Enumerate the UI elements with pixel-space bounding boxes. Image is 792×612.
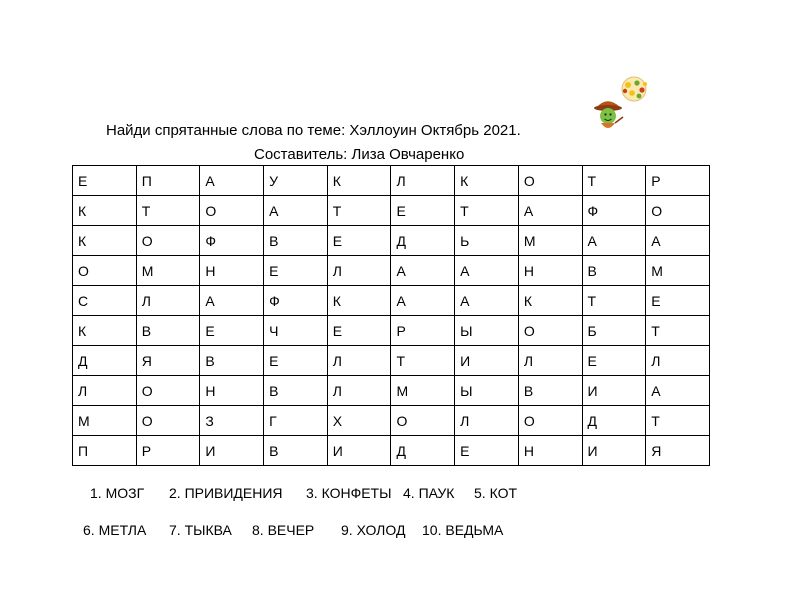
grid-cell: К (518, 286, 582, 316)
grid-cell: Л (136, 286, 200, 316)
grid-cell: Е (200, 316, 264, 346)
grid-cell: К (327, 286, 391, 316)
grid-cell: А (264, 196, 328, 226)
grid-cell: Е (582, 346, 646, 376)
grid-cell: Т (646, 406, 710, 436)
author-line: Составитель: Лиза Овчаренко (254, 146, 465, 163)
grid-cell: Д (391, 436, 455, 466)
grid-cell: А (455, 286, 519, 316)
grid-cell: И (200, 436, 264, 466)
grid-cell: И (582, 376, 646, 406)
grid-row (73, 256, 710, 286)
grid-cell: К (73, 226, 137, 256)
grid-cell: О (136, 376, 200, 406)
grid-cell: Ы (455, 316, 519, 346)
grid-cell: О (200, 196, 264, 226)
word-list-item: 7. ТЫКВА (169, 522, 232, 538)
grid-cell: А (455, 256, 519, 286)
grid-row (73, 436, 710, 466)
grid-cell: Т (136, 196, 200, 226)
grid-cell: Л (327, 346, 391, 376)
grid-cell: А (200, 286, 264, 316)
grid-cell: Е (646, 286, 710, 316)
grid-cell: О (73, 256, 137, 286)
grid-cell: П (73, 436, 137, 466)
grid-row (73, 226, 710, 256)
grid-cell: В (264, 226, 328, 256)
grid-cell: Д (73, 346, 137, 376)
grid-cell: Т (582, 286, 646, 316)
grid-cell: К (73, 196, 137, 226)
grid-cell: А (391, 286, 455, 316)
grid-cell: Ы (455, 376, 519, 406)
word-list-row-2 (0, 522, 792, 540)
word-list-row-1 (0, 485, 792, 503)
page-title: Найди спрятанные слова по теме: Хэллоуин Октябрь 2021. (106, 122, 521, 139)
grid-cell: П (136, 166, 200, 196)
grid-cell: Е (327, 316, 391, 346)
grid-cell: Т (646, 316, 710, 346)
grid-cell: Н (200, 376, 264, 406)
grid-cell: З (200, 406, 264, 436)
grid-cell: С (73, 286, 137, 316)
grid-cell: К (73, 316, 137, 346)
word-list-item: 8. ВЕЧЕР (252, 522, 315, 538)
grid-cell: А (646, 376, 710, 406)
grid-cell: М (391, 376, 455, 406)
grid-cell: Р (391, 316, 455, 346)
grid-cell: Ч (264, 316, 328, 346)
grid-cell: В (264, 436, 328, 466)
grid-row (73, 316, 710, 346)
word-search-grid (72, 165, 710, 466)
grid-cell: Е (264, 256, 328, 286)
grid-cell: Я (136, 346, 200, 376)
grid-cell: Е (391, 196, 455, 226)
grid-row (73, 346, 710, 376)
grid-cell: Х (327, 406, 391, 436)
grid-cell: Е (327, 226, 391, 256)
grid-cell: Т (391, 346, 455, 376)
word-list-item: 6. МЕТЛА (83, 522, 147, 538)
grid-cell: А (518, 196, 582, 226)
grid-row (73, 406, 710, 436)
grid-cell: Р (646, 166, 710, 196)
grid-cell: О (646, 196, 710, 226)
grid-cell: Н (200, 256, 264, 286)
word-list-item: 1. МОЗГ (90, 485, 145, 501)
word-list-item: 4. ПАУК (403, 485, 455, 501)
grid-cell: В (136, 316, 200, 346)
grid-row (73, 166, 710, 196)
word-list-item: 5. КОТ (474, 485, 518, 501)
grid-row (73, 286, 710, 316)
grid-cell: М (518, 226, 582, 256)
grid-cell: Т (455, 196, 519, 226)
grid-cell: Л (327, 376, 391, 406)
word-list-item: 2. ПРИВИДЕНИЯ (169, 485, 283, 501)
grid-cell: О (518, 406, 582, 436)
grid-cell: М (646, 256, 710, 286)
grid-cell: Р (136, 436, 200, 466)
grid-cell: Я (646, 436, 710, 466)
grid-cell: В (200, 346, 264, 376)
grid-cell: Б (582, 316, 646, 346)
grid-cell: Л (73, 376, 137, 406)
grid-cell: Т (327, 196, 391, 226)
grid-cell: Л (391, 166, 455, 196)
grid-cell: Е (455, 436, 519, 466)
grid-cell: К (327, 166, 391, 196)
grid-cell: А (582, 226, 646, 256)
grid-cell: А (200, 166, 264, 196)
grid-cell: Л (518, 346, 582, 376)
grid-cell: У (264, 166, 328, 196)
grid-cell: Ф (200, 226, 264, 256)
grid-cell: Ф (582, 196, 646, 226)
grid-cell: И (455, 346, 519, 376)
grid-cell: М (136, 256, 200, 286)
grid-cell: В (264, 376, 328, 406)
grid-cell: Д (391, 226, 455, 256)
grid-cell: А (646, 226, 710, 256)
grid-cell: А (391, 256, 455, 286)
grid-cell: И (327, 436, 391, 466)
grid-cell: Н (518, 436, 582, 466)
pumpkin-witch-with-candies-icon (590, 75, 660, 135)
grid-cell: Л (455, 406, 519, 436)
grid-row (73, 196, 710, 226)
grid-cell: О (391, 406, 455, 436)
grid-cell: Т (582, 166, 646, 196)
grid-cell: О (136, 406, 200, 436)
grid-cell: О (518, 316, 582, 346)
grid-cell: В (518, 376, 582, 406)
grid-row (73, 376, 710, 406)
grid-cell: М (73, 406, 137, 436)
grid-cell: Е (73, 166, 137, 196)
grid-cell: Ь (455, 226, 519, 256)
word-list-item: 10. ВЕДЬМА (422, 522, 504, 538)
grid-cell: Ф (264, 286, 328, 316)
grid-cell: Л (327, 256, 391, 286)
grid-cell: В (582, 256, 646, 286)
grid-cell: Н (518, 256, 582, 286)
grid-cell: О (518, 166, 582, 196)
word-list-item: 3. КОНФЕТЫ (306, 485, 392, 501)
grid-cell: Е (264, 346, 328, 376)
grid-cell: Л (646, 346, 710, 376)
word-list-item: 9. ХОЛОД (341, 522, 406, 538)
grid-cell: И (582, 436, 646, 466)
grid-cell: К (455, 166, 519, 196)
grid-cell: Д (582, 406, 646, 436)
grid-cell: О (136, 226, 200, 256)
grid-cell: Г (264, 406, 328, 436)
